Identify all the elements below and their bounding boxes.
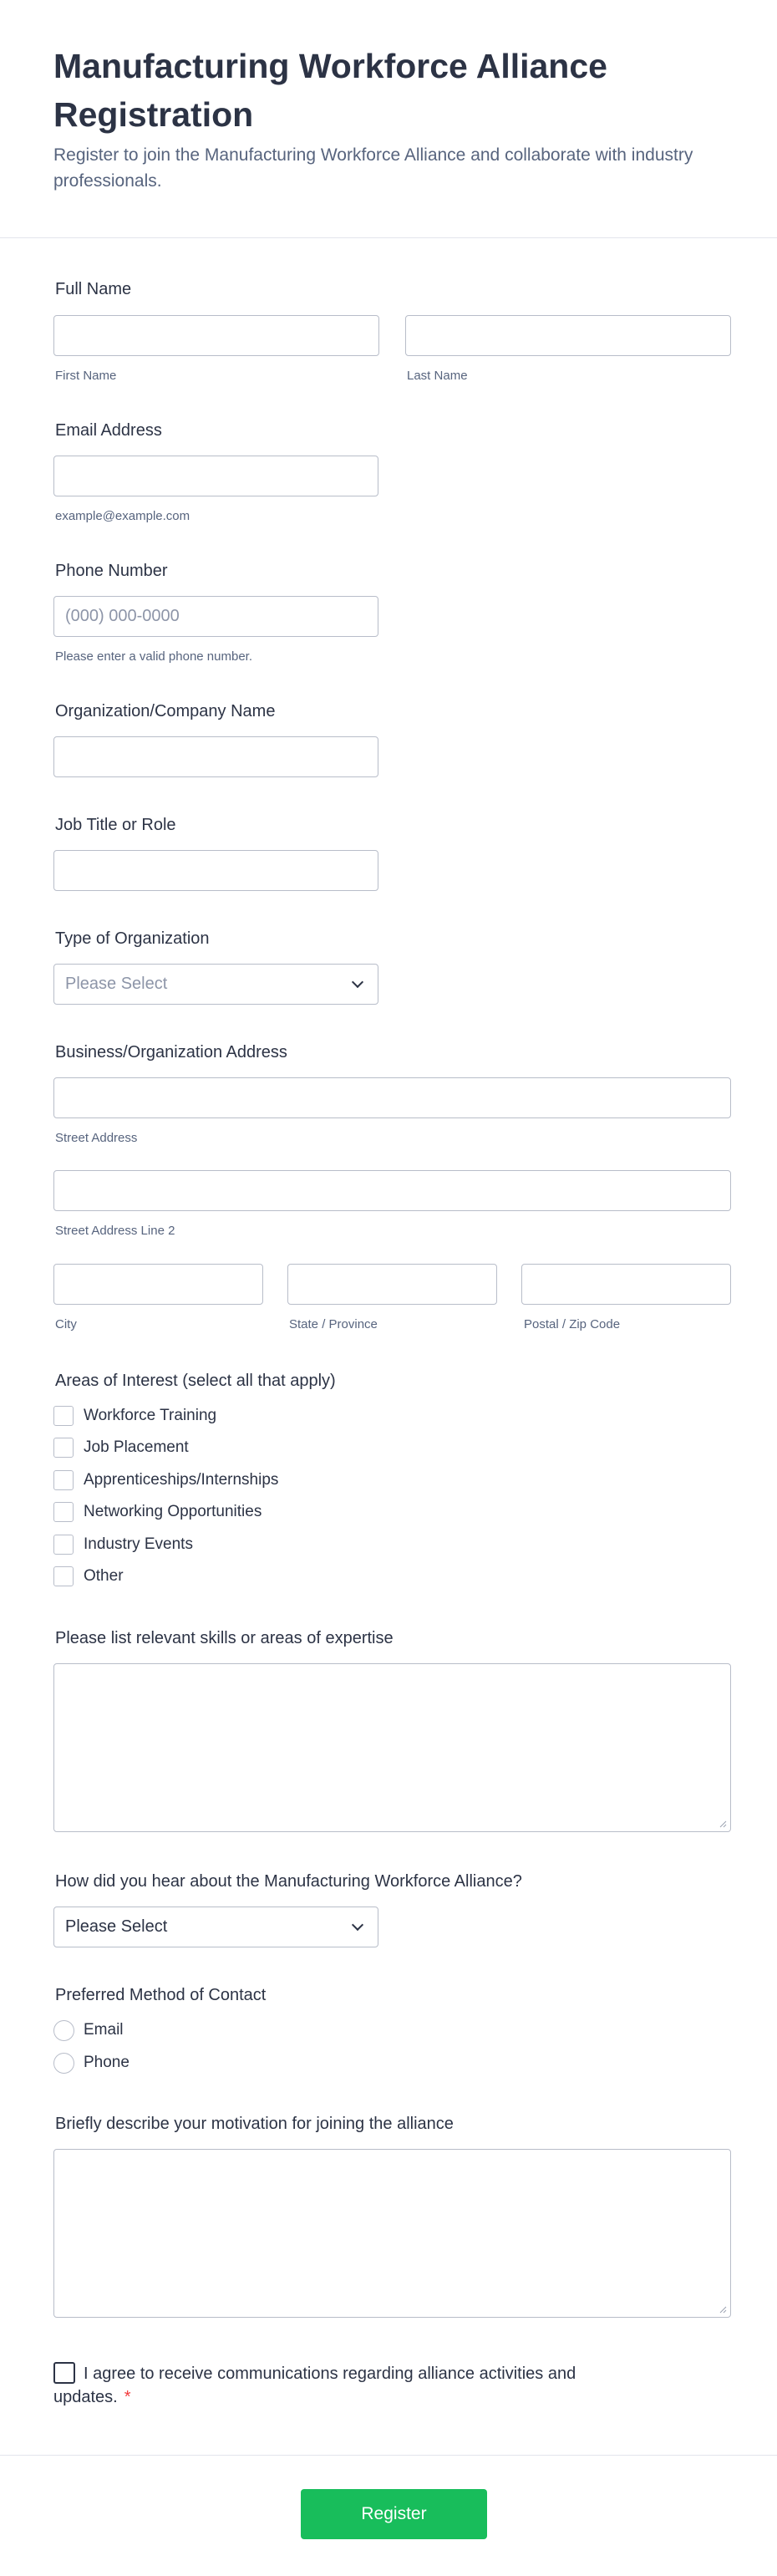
registration-form [0, 238, 777, 2453]
interest-option[interactable] [53, 1565, 124, 1587]
form-title: Manufacturing Workforce Alliance Registration [53, 47, 607, 134]
street-address-2-input[interactable] [53, 1170, 731, 1211]
organization-input[interactable] [53, 736, 378, 777]
interest-option-label: Job Placement [84, 1438, 189, 1456]
interest-option-label: Networking Opportunities [84, 1503, 262, 1520]
last-name-input[interactable] [405, 315, 731, 356]
full-name-label: Full Name [55, 280, 132, 298]
contact-option-email[interactable] [53, 2019, 124, 2041]
agreement-checkbox[interactable] [53, 2362, 75, 2384]
checkbox[interactable] [53, 1502, 74, 1522]
skills-textarea[interactable] [53, 1663, 731, 1832]
contact-option-label: Email [84, 2021, 124, 2039]
org-type-selected: Please Select [65, 975, 168, 993]
interests-label: Areas of Interest (select all that apply) [55, 1372, 336, 1390]
chevron-down-icon [352, 1918, 363, 1930]
email-input[interactable] [53, 456, 378, 496]
street-address-input[interactable] [53, 1077, 731, 1118]
city-input[interactable] [53, 1264, 263, 1305]
chevron-down-icon [352, 975, 363, 987]
motivation-label: Briefly describe your motivation for joining the alliance [55, 2115, 454, 2133]
resize-handle-icon[interactable] [719, 1820, 727, 1828]
contact-option-phone[interactable] [53, 2052, 130, 2074]
org-type-label: Type of Organization [55, 929, 210, 948]
contact-option-label: Phone [84, 2054, 130, 2071]
phone-sublabel: Please enter a valid phone number. [55, 649, 252, 664]
state-sublabel: State / Province [289, 1317, 378, 1331]
form-footer [0, 2455, 777, 2576]
interest-option[interactable] [53, 1534, 193, 1555]
register-button[interactable]: Register [301, 2489, 487, 2539]
referral-select[interactable] [53, 1907, 378, 1947]
form-header [0, 0, 777, 238]
last-name-sublabel: Last Name [407, 369, 468, 383]
form-subtitle: Register to join the Manufacturing Workforce Alliance and collaborate with industry professionals. [53, 145, 693, 191]
required-mark: * [124, 2388, 131, 2406]
checkbox[interactable] [53, 1406, 74, 1426]
interest-option[interactable] [53, 1405, 216, 1427]
zip-sublabel: Postal / Zip Code [524, 1317, 621, 1331]
checkbox[interactable] [53, 1566, 74, 1586]
contact-method-label: Preferred Method of Contact [55, 1986, 267, 2004]
agreement-field [53, 2362, 638, 2409]
interest-option-label: Apprenticeships/Internships [84, 1471, 279, 1489]
email-sublabel: example@example.com [55, 509, 190, 523]
first-name-sublabel: First Name [55, 369, 117, 383]
interest-option-label: Industry Events [84, 1535, 193, 1553]
radio-button[interactable] [53, 2020, 74, 2041]
job-title-input[interactable] [53, 850, 378, 891]
checkbox[interactable] [53, 1470, 74, 1490]
phone-input[interactable] [53, 596, 378, 637]
resize-handle-icon[interactable] [719, 2305, 727, 2314]
motivation-textarea[interactable] [53, 2149, 731, 2318]
referral-label: How did you hear about the Manufacturing Workforce Alliance? [55, 1872, 522, 1891]
organization-label: Organization/Company Name [55, 702, 276, 720]
interest-option[interactable] [53, 1501, 262, 1523]
radio-button[interactable] [53, 2053, 74, 2074]
referral-selected: Please Select [65, 1917, 168, 1936]
address-label: Business/Organization Address [55, 1043, 287, 1061]
checkbox[interactable] [53, 1535, 74, 1555]
first-name-input[interactable] [53, 315, 379, 356]
street-address-2-sublabel: Street Address Line 2 [55, 1224, 175, 1238]
email-label: Email Address [55, 421, 162, 440]
street-address-sublabel: Street Address [55, 1131, 138, 1145]
city-sublabel: City [55, 1317, 77, 1331]
checkbox[interactable] [53, 1438, 74, 1458]
interest-option-label: Workforce Training [84, 1407, 217, 1424]
job-title-label: Job Title or Role [55, 816, 176, 834]
phone-label: Phone Number [55, 562, 168, 580]
org-type-select[interactable] [53, 964, 378, 1005]
agreement-text: I agree to receive communications regarding alliance activities and updates. [53, 2365, 576, 2406]
zip-input[interactable] [521, 1264, 731, 1305]
interest-option[interactable] [53, 1437, 189, 1459]
skills-label: Please list relevant skills or areas of expertise [55, 1629, 394, 1647]
interest-option-label: Other [84, 1567, 124, 1585]
interest-option[interactable] [53, 1469, 278, 1491]
state-input[interactable] [287, 1264, 497, 1305]
